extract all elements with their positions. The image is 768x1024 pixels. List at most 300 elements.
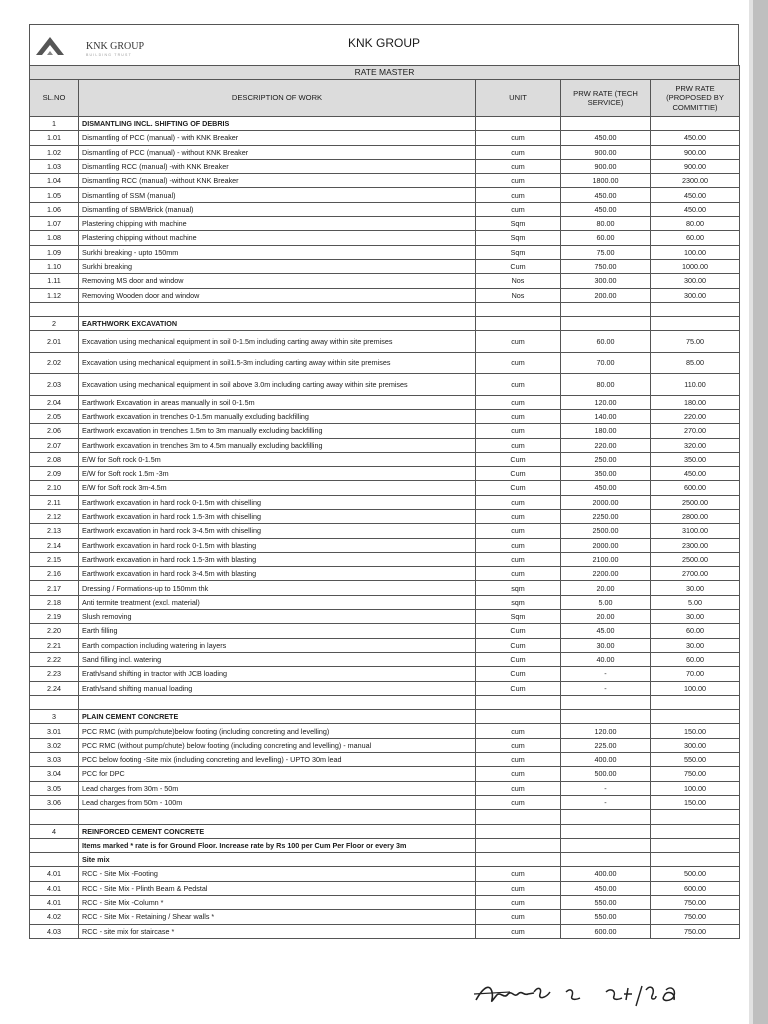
row-unit: [476, 317, 561, 331]
row-unit: cum: [476, 438, 561, 452]
row-description: Site mix: [79, 853, 476, 867]
row-rate-tech: 2100.00: [561, 552, 651, 566]
table-row: [30, 667, 740, 681]
row-description: Excavation using mechanical equipment in soil above 3.0m including carting away within site premises: [79, 374, 476, 395]
sheet-title: RATE MASTER: [30, 66, 740, 80]
row-unit: cum: [476, 188, 561, 202]
row-description: E/W for Soft rock 1.5m -3m: [79, 467, 476, 481]
row-rate-committee: 450.00: [651, 188, 740, 202]
sheet-title-row: [30, 66, 740, 80]
row-rate-tech: 300.00: [561, 274, 651, 288]
table-row: [30, 374, 740, 395]
row-slno: 2.07: [30, 438, 79, 452]
row-description: Dismantling of PCC (manual) - with KNK Breaker: [79, 131, 476, 145]
row-unit: cum: [476, 552, 561, 566]
row-slno: 1.07: [30, 217, 79, 231]
row-rate-tech: 180.00: [561, 424, 651, 438]
row-rate-tech: [561, 695, 651, 709]
table-row: [30, 395, 740, 409]
row-rate-committee: 750.00: [651, 767, 740, 781]
row-rate-tech: [561, 317, 651, 331]
table-row: [30, 595, 740, 609]
row-rate-tech: 60.00: [561, 231, 651, 245]
row-slno: 3.01: [30, 724, 79, 738]
row-slno: 2.20: [30, 624, 79, 638]
table-row: [30, 510, 740, 524]
row-rate-committee: 500.00: [651, 867, 740, 881]
table-row: [30, 288, 740, 302]
row-slno: 2.04: [30, 395, 79, 409]
table-row: [30, 174, 740, 188]
row-unit: cum: [476, 510, 561, 524]
row-unit: [476, 810, 561, 824]
logo-text: KNK GROUP: [86, 41, 145, 52]
row-slno: 4.02: [30, 910, 79, 924]
row-rate-tech: 40.00: [561, 652, 651, 666]
row-slno: 1: [30, 117, 79, 131]
row-description: Dismantling of PCC (manual) - without KNK Breaker: [79, 145, 476, 159]
row-rate-tech: 5.00: [561, 595, 651, 609]
row-rate-tech: 30.00: [561, 638, 651, 652]
row-rate-tech: 450.00: [561, 131, 651, 145]
row-rate-tech: 20.00: [561, 610, 651, 624]
row-unit: cum: [476, 753, 561, 767]
table-row: [30, 738, 740, 752]
row-description: Erath/sand shifting in tractor with JCB loading: [79, 667, 476, 681]
row-slno: 2.10: [30, 481, 79, 495]
row-description: Earthwork excavation in hard rock 3-4.5m with blasting: [79, 567, 476, 581]
row-slno: 2.21: [30, 638, 79, 652]
row-rate-tech: -: [561, 795, 651, 809]
table-row: [30, 681, 740, 695]
row-rate-committee: 110.00: [651, 374, 740, 395]
row-unit: [476, 838, 561, 852]
row-slno: 2.24: [30, 681, 79, 695]
row-slno: 1.04: [30, 174, 79, 188]
row-slno: 3.04: [30, 767, 79, 781]
col-header-rate-tech: PRW RATE (TECH SERVICE): [561, 80, 651, 117]
table-row: [30, 231, 740, 245]
row-slno: 4.01: [30, 881, 79, 895]
row-rate-committee: [651, 853, 740, 867]
document-header: [29, 24, 739, 65]
row-unit: Nos: [476, 274, 561, 288]
spacer-row: [30, 302, 740, 316]
row-unit: [476, 710, 561, 724]
row-unit: cum: [476, 795, 561, 809]
row-unit: cum: [476, 131, 561, 145]
row-rate-tech: [561, 853, 651, 867]
company-title: KNK GROUP: [347, 36, 420, 50]
row-slno: 2.02: [30, 352, 79, 373]
row-unit: cum: [476, 724, 561, 738]
row-slno: 1.08: [30, 231, 79, 245]
row-rate-tech: 2200.00: [561, 567, 651, 581]
logo-tagline: BUILDING TRUST: [86, 53, 132, 57]
note-row: [30, 838, 740, 852]
row-rate-committee: 300.00: [651, 288, 740, 302]
scan-edge: [753, 0, 768, 1024]
row-description: Lead charges from 30m - 50m: [79, 781, 476, 795]
row-rate-tech: [561, 810, 651, 824]
row-rate-committee: [651, 838, 740, 852]
row-rate-tech: 550.00: [561, 910, 651, 924]
row-description: Earthwork excavation in hard rock 0-1.5m with chiselling: [79, 495, 476, 509]
row-unit: [476, 824, 561, 838]
row-rate-tech: 60.00: [561, 331, 651, 352]
logo-peak-icon: [47, 51, 53, 55]
col-header-slno: SL.NO: [30, 80, 79, 117]
row-description: PCC RMC (without pump/chute) below footing (including concreting and levelling) - manual: [79, 738, 476, 752]
table-row: [30, 624, 740, 638]
table-row: [30, 524, 740, 538]
row-unit: Cum: [476, 681, 561, 695]
col-header-rate-committee: PRW RATE (PROPOSED BY COMMITTIE): [651, 80, 740, 117]
row-rate-tech: 80.00: [561, 217, 651, 231]
row-description: DISMANTLING INCL. SHIFTING OF DEBRIS: [79, 117, 476, 131]
row-unit: cum: [476, 910, 561, 924]
row-description: Dismantling RCC (manual) -without KNK Breaker: [79, 174, 476, 188]
row-unit: [476, 117, 561, 131]
row-rate-tech: [561, 838, 651, 852]
row-rate-committee: 900.00: [651, 145, 740, 159]
row-unit: cum: [476, 145, 561, 159]
row-description: RCC - site mix for staircase *: [79, 924, 476, 938]
row-rate-tech: 450.00: [561, 202, 651, 216]
row-rate-committee: 450.00: [651, 467, 740, 481]
section-header-row: [30, 317, 740, 331]
row-rate-tech: -: [561, 681, 651, 695]
row-slno: 4: [30, 824, 79, 838]
row-slno: [30, 853, 79, 867]
section-header-row: [30, 710, 740, 724]
row-slno: 3.03: [30, 753, 79, 767]
row-rate-committee: 750.00: [651, 910, 740, 924]
row-rate-committee: 2500.00: [651, 552, 740, 566]
row-slno: 2.15: [30, 552, 79, 566]
table-row: [30, 159, 740, 173]
row-description: Items marked * rate is for Ground Floor. Increase rate by Rs 100 per Cum Per Floor or every 3m: [79, 838, 476, 852]
row-slno: 1.05: [30, 188, 79, 202]
row-rate-tech: [561, 117, 651, 131]
row-unit: cum: [476, 409, 561, 423]
row-rate-committee: 60.00: [651, 652, 740, 666]
row-rate-committee: [651, 117, 740, 131]
row-rate-committee: 300.00: [651, 274, 740, 288]
row-description: Earthwork excavation in hard rock 1.5-3m with chiselling: [79, 510, 476, 524]
row-rate-committee: 450.00: [651, 202, 740, 216]
row-rate-committee: 75.00: [651, 331, 740, 352]
row-unit: cum: [476, 524, 561, 538]
row-description: Earthwork excavation in hard rock 3-4.5m with chiselling: [79, 524, 476, 538]
row-slno: 2.12: [30, 510, 79, 524]
row-unit: cum: [476, 159, 561, 173]
row-description: Excavation using mechanical equipment in soil1.5-3m including carting away within site premises: [79, 352, 476, 373]
row-rate-tech: 600.00: [561, 924, 651, 938]
row-description: Removing MS door and window: [79, 274, 476, 288]
row-slno: 1.12: [30, 288, 79, 302]
col-header-description: DESCRIPTION OF WORK: [79, 80, 476, 117]
row-rate-committee: 150.00: [651, 724, 740, 738]
row-rate-tech: 400.00: [561, 753, 651, 767]
row-description: PLAIN CEMENT CONCRETE: [79, 710, 476, 724]
row-unit: Cum: [476, 667, 561, 681]
row-rate-committee: 220.00: [651, 409, 740, 423]
row-rate-committee: [651, 695, 740, 709]
table-row: [30, 424, 740, 438]
row-unit: [476, 695, 561, 709]
row-unit: Cum: [476, 652, 561, 666]
row-unit: Nos: [476, 288, 561, 302]
row-slno: 2.16: [30, 567, 79, 581]
row-description: Removing Wooden door and window: [79, 288, 476, 302]
row-rate-committee: 100.00: [651, 781, 740, 795]
row-rate-tech: 900.00: [561, 159, 651, 173]
row-description: EARTHWORK EXCAVATION: [79, 317, 476, 331]
table-row: [30, 467, 740, 481]
row-slno: 4.03: [30, 924, 79, 938]
row-slno: 4.01: [30, 867, 79, 881]
row-unit: cum: [476, 567, 561, 581]
row-unit: cum: [476, 424, 561, 438]
row-description: Earth filling: [79, 624, 476, 638]
row-slno: 2.18: [30, 595, 79, 609]
row-description: Earth compaction including watering in layers: [79, 638, 476, 652]
row-rate-committee: 30.00: [651, 581, 740, 595]
row-rate-committee: 60.00: [651, 624, 740, 638]
row-rate-committee: 550.00: [651, 753, 740, 767]
row-description: Slush removing: [79, 610, 476, 624]
row-rate-tech: 1800.00: [561, 174, 651, 188]
table-row: [30, 495, 740, 509]
row-slno: 2.08: [30, 452, 79, 466]
row-description: E/W for Soft rock 3m-4.5m: [79, 481, 476, 495]
row-description: PCC below footing -Site mix (including concreting and levelling) - UPTO 30m lead: [79, 753, 476, 767]
row-description: Plastering chipping with machine: [79, 217, 476, 231]
row-unit: Cum: [476, 638, 561, 652]
row-description: Earthwork excavation in hard rock 1.5-3m with blasting: [79, 552, 476, 566]
table-row: [30, 781, 740, 795]
note-row: [30, 853, 740, 867]
row-unit: cum: [476, 352, 561, 373]
row-rate-committee: 70.00: [651, 667, 740, 681]
row-description: Earthwork excavation in trenches 1.5m to 3m manually excluding backfilling: [79, 424, 476, 438]
row-rate-committee: 85.00: [651, 352, 740, 373]
row-unit: cum: [476, 881, 561, 895]
table-row: [30, 867, 740, 881]
row-description: Excavation using mechanical equipment in soil 0-1.5m including carting away within site premises: [79, 331, 476, 352]
row-slno: 2.11: [30, 495, 79, 509]
row-slno: 4.01: [30, 896, 79, 910]
row-rate-committee: 2800.00: [651, 510, 740, 524]
row-unit: cum: [476, 738, 561, 752]
row-slno: 3: [30, 710, 79, 724]
table-row: [30, 910, 740, 924]
row-rate-tech: 250.00: [561, 452, 651, 466]
row-unit: cum: [476, 202, 561, 216]
row-unit: Sqm: [476, 231, 561, 245]
row-rate-committee: 2500.00: [651, 495, 740, 509]
row-rate-committee: 300.00: [651, 738, 740, 752]
row-description: Dressing / Formations-up to 150mm thk: [79, 581, 476, 595]
table-row: [30, 409, 740, 423]
row-rate-tech: 120.00: [561, 724, 651, 738]
row-slno: 1.10: [30, 259, 79, 273]
row-slno: 1.09: [30, 245, 79, 259]
row-rate-committee: [651, 710, 740, 724]
row-slno: 2.03: [30, 374, 79, 395]
row-description: Erath/sand shifting manual loading: [79, 681, 476, 695]
table-row: [30, 188, 740, 202]
table-row: [30, 217, 740, 231]
row-rate-committee: 350.00: [651, 452, 740, 466]
row-rate-committee: 600.00: [651, 481, 740, 495]
row-rate-tech: -: [561, 667, 651, 681]
row-slno: 2.09: [30, 467, 79, 481]
row-slno: [30, 810, 79, 824]
table-row: [30, 202, 740, 216]
row-slno: 1.06: [30, 202, 79, 216]
spacer-row: [30, 810, 740, 824]
row-slno: 1.01: [30, 131, 79, 145]
row-rate-committee: 60.00: [651, 231, 740, 245]
row-rate-committee: 30.00: [651, 638, 740, 652]
table-row: [30, 538, 740, 552]
row-rate-committee: 80.00: [651, 217, 740, 231]
row-rate-tech: 70.00: [561, 352, 651, 373]
row-rate-committee: 1000.00: [651, 259, 740, 273]
table-row: [30, 352, 740, 373]
table-row: [30, 896, 740, 910]
row-slno: [30, 695, 79, 709]
row-description: [79, 810, 476, 824]
row-description: [79, 695, 476, 709]
row-rate-committee: 900.00: [651, 159, 740, 173]
row-rate-tech: -: [561, 781, 651, 795]
row-description: PCC RMC (with pump/chute)below footing (including concreting and levelling): [79, 724, 476, 738]
row-rate-committee: 750.00: [651, 924, 740, 938]
row-unit: Cum: [476, 452, 561, 466]
row-rate-committee: 2300.00: [651, 538, 740, 552]
row-slno: 3.05: [30, 781, 79, 795]
row-description: Earthwork Excavation in areas manually in soil 0-1.5m: [79, 395, 476, 409]
row-unit: cum: [476, 896, 561, 910]
row-slno: 2.13: [30, 524, 79, 538]
row-rate-tech: 220.00: [561, 438, 651, 452]
table-row: [30, 795, 740, 809]
table-row: [30, 131, 740, 145]
row-slno: 2.05: [30, 409, 79, 423]
row-unit: sqm: [476, 581, 561, 595]
row-rate-committee: 100.00: [651, 681, 740, 695]
row-rate-committee: 320.00: [651, 438, 740, 452]
row-rate-committee: 5.00: [651, 595, 740, 609]
row-unit: cum: [476, 374, 561, 395]
row-unit: cum: [476, 538, 561, 552]
table-row: [30, 724, 740, 738]
row-description: RCC - Site Mix -Column *: [79, 896, 476, 910]
row-rate-tech: 450.00: [561, 188, 651, 202]
row-rate-tech: 400.00: [561, 867, 651, 881]
row-unit: Cum: [476, 481, 561, 495]
row-rate-committee: 750.00: [651, 896, 740, 910]
row-description: RCC - Site Mix - Plinth Beam & Pedstal: [79, 881, 476, 895]
table-row: [30, 552, 740, 566]
table-row: [30, 438, 740, 452]
row-unit: cum: [476, 395, 561, 409]
row-description: Surkhi breaking: [79, 259, 476, 273]
row-slno: 3.06: [30, 795, 79, 809]
row-slno: 1.03: [30, 159, 79, 173]
table-row: [30, 145, 740, 159]
row-slno: 2.14: [30, 538, 79, 552]
table-row: [30, 767, 740, 781]
row-rate-committee: [651, 317, 740, 331]
row-rate-committee: 600.00: [651, 881, 740, 895]
row-unit: cum: [476, 331, 561, 352]
row-slno: [30, 302, 79, 316]
table-row: [30, 652, 740, 666]
table-row: [30, 881, 740, 895]
row-rate-tech: [561, 302, 651, 316]
row-unit: Sqm: [476, 217, 561, 231]
row-unit: cum: [476, 924, 561, 938]
row-rate-tech: 2000.00: [561, 538, 651, 552]
row-rate-tech: 350.00: [561, 467, 651, 481]
row-rate-tech: 200.00: [561, 288, 651, 302]
table-row: [30, 581, 740, 595]
table-row: [30, 245, 740, 259]
row-unit: [476, 853, 561, 867]
col-header-unit: UNIT: [476, 80, 561, 117]
row-description: Plastering chipping without machine: [79, 231, 476, 245]
row-description: PCC for DPC: [79, 767, 476, 781]
column-header-row: [30, 80, 740, 117]
row-rate-tech: [561, 824, 651, 838]
row-rate-tech: 2250.00: [561, 510, 651, 524]
row-rate-tech: 2000.00: [561, 495, 651, 509]
row-rate-tech: 2500.00: [561, 524, 651, 538]
row-rate-committee: [651, 810, 740, 824]
row-rate-tech: 450.00: [561, 481, 651, 495]
table-row: [30, 567, 740, 581]
row-description: Dismantling RCC (manual) -with KNK Breaker: [79, 159, 476, 173]
row-rate-tech: 20.00: [561, 581, 651, 595]
row-unit: cum: [476, 767, 561, 781]
row-slno: [30, 838, 79, 852]
row-rate-committee: 270.00: [651, 424, 740, 438]
row-description: Earthwork excavation in trenches 3m to 4.5m manually excluding backfilling: [79, 438, 476, 452]
row-slno: 2.22: [30, 652, 79, 666]
row-rate-tech: [561, 710, 651, 724]
row-slno: 2.17: [30, 581, 79, 595]
row-description: Sand filling incl. watering: [79, 652, 476, 666]
row-unit: cum: [476, 174, 561, 188]
table-row: [30, 259, 740, 273]
row-unit: cum: [476, 781, 561, 795]
row-rate-tech: 140.00: [561, 409, 651, 423]
row-unit: Cum: [476, 259, 561, 273]
row-description: E/W for Soft rock 0-1.5m: [79, 452, 476, 466]
row-description: Dismantling of SSM (manual): [79, 188, 476, 202]
row-slno: 1.11: [30, 274, 79, 288]
row-description: Anti termite treatment (excl. material): [79, 595, 476, 609]
row-unit: Sqm: [476, 610, 561, 624]
row-description: [79, 302, 476, 316]
row-description: Surkhi breaking - upto 150mm: [79, 245, 476, 259]
row-description: RCC - Site Mix -Footing: [79, 867, 476, 881]
row-slno: 3.02: [30, 738, 79, 752]
